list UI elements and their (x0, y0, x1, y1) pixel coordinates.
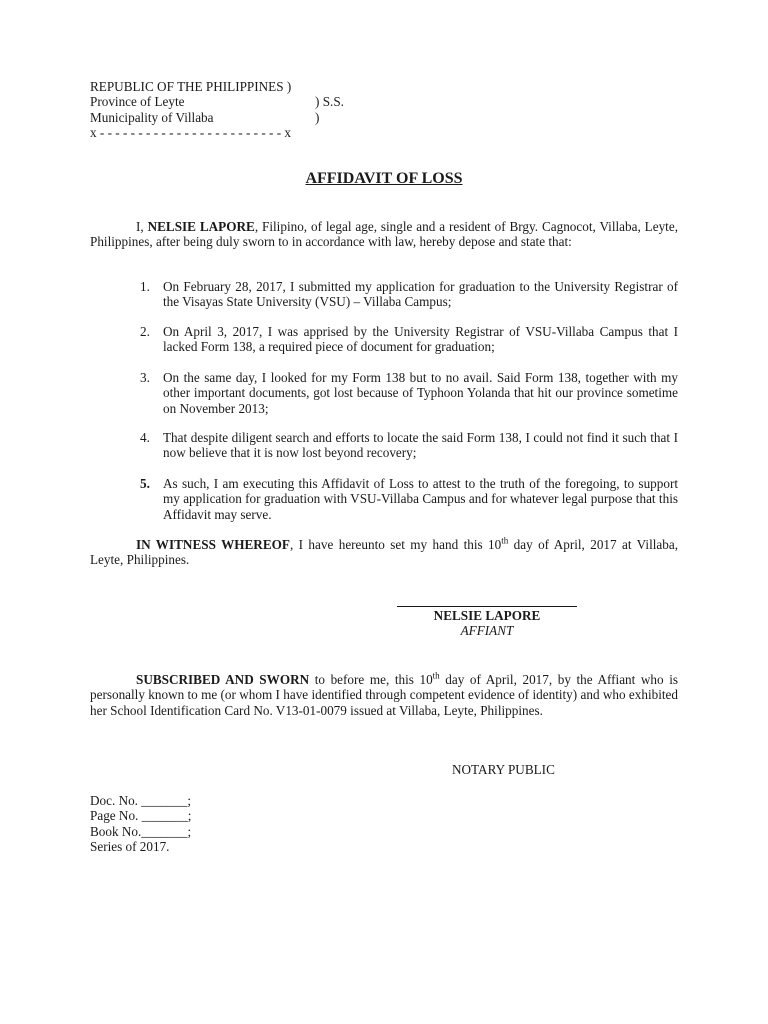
item-number: 1. (140, 279, 150, 294)
subscribed-paragraph: SUBSCRIBED AND SWORN to before me, this 10th day of April, 2017, by the Affiant who is personally known to me (or whom I have identified through competent evidence of identity) and who exhibited her School Identification Card No. V13-01-0079 issued at Villaba, Leyte, Philippines. (90, 670, 679, 718)
doc-no: Doc. No. _______; (90, 793, 192, 808)
affiant-name-inline: NELSIE LAPORE (147, 219, 255, 234)
book-no: Book No._______; (90, 823, 192, 839)
page-no: Page No. _______; (90, 808, 192, 824)
list-item (90, 324, 678, 355)
notarial-register-entries (90, 793, 191, 855)
affiant-role: AFFIANT (460, 623, 514, 639)
list-item (90, 430, 678, 461)
venue-bracket: ) (315, 109, 320, 125)
item-number: 2. (140, 324, 150, 339)
venue-municipality: Municipality of Villaba (90, 109, 214, 125)
list-item (90, 476, 678, 522)
venue-divider: x - - - - - - - - - - - - - - - - - - - - - - - - x (90, 125, 292, 141)
venue-republic: REPUBLIC OF THE PHILIPPINES ) (90, 79, 292, 94)
signature-line (397, 606, 577, 607)
item-number: 3. (140, 370, 150, 385)
list-item (90, 279, 678, 310)
item-text: As such, I am executing this Affidavit of Loss to attest to the truth of the foregoing, to support my application for graduation with VSU-Villaba Campus and for whatever legal purpose that this Affidavit may serve. (163, 476, 678, 522)
item-number: 4. (140, 430, 150, 445)
item-text: That despite diligent search and efforts to locate the said Form 138, I could not find it such that I now believe that it is now lost beyond recovery; (163, 430, 678, 461)
document-title: AFFIDAVIT OF LOSS (305, 170, 463, 187)
item-number: 5. (140, 476, 150, 491)
notary-public-label: NOTARY PUBLIC (452, 762, 555, 777)
affiant-name: NELSIE LAPORE (433, 608, 541, 623)
affiant-signature-block (397, 606, 577, 639)
item-text: On February 28, 2017, I submitted my application for graduation to the University Registrar of the Visayas State University (VSU) – Villaba Campus; (163, 279, 678, 310)
series: Series of 2017. (90, 839, 170, 855)
witness-paragraph: IN WITNESS WHEREOF, I have hereunto set my hand this 10th day of April, 2017 at Villaba, Leyte, Philippines. (90, 535, 679, 568)
intro-paragraph: I, NELSIE LAPORE, Filipino, of legal age, single and a resident of Brgy. Cagnocot, Villaba, Leyte, Philippines, after being duly sworn to in accordance with law, hereby depose and state that: (90, 219, 678, 250)
venue-province: Province of Leyte (90, 94, 185, 110)
venue-ss: ) S.S. (315, 94, 344, 110)
item-text: On April 3, 2017, I was apprised by the University Registrar of VSU-Villaba Campus that I lacked Form 138, a required piece of document for graduation; (163, 324, 678, 355)
list-item (90, 370, 678, 416)
item-text: On the same day, I looked for my Form 138 but to no avail. Said Form 138, together with my other important documents, got lost because of Typhoon Yolanda that hit our province sometime on November 2013; (163, 370, 678, 416)
